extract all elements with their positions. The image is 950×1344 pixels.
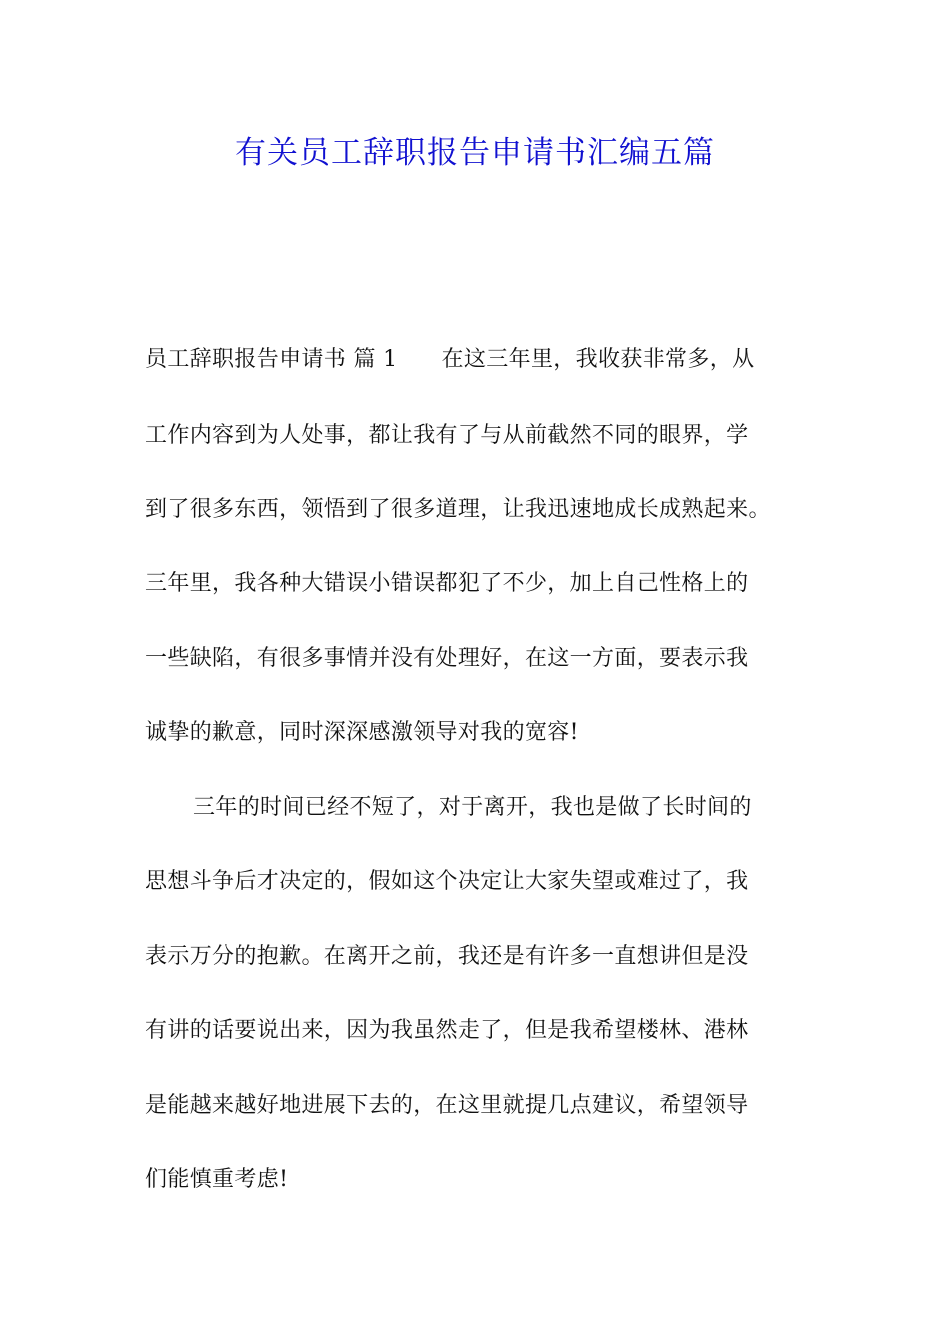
line-text: 在这三年里，我收获非常多，从 (441, 347, 755, 372)
paragraph-line: 表示万分的抱歉。在离开之前，我还是有许多一直想讲但是没 (145, 944, 749, 969)
paragraph-line: 思想斗争后才决定的，假如这个决定让大家失望或难过了，我 (145, 869, 749, 894)
paragraph-line: 是能越来越好地进展下去的，在这里就提几点建议，希望领导 (145, 1093, 749, 1118)
paragraph-line (145, 342, 825, 378)
paragraph-line: 工作内容到为人处事，都让我有了与从前截然不同的眼界，学 (145, 423, 749, 448)
paragraph-line: 一些缺陷，有很多事情并没有处理好，在这一方面，要表示我 (145, 646, 749, 671)
paragraph-line: 诚挚的歉意，同时深深感激领导对我的宽容! (145, 720, 579, 745)
document-title: 有关员工辞职报告申请书汇编五篇 (235, 135, 715, 171)
paragraph-line: 三年的时间已经不短了，对于离开，我也是做了长时间的 (193, 795, 752, 820)
paragraph-line: 们能慎重考虑! (145, 1167, 289, 1192)
paragraph-line: 三年里，我各种大错误小错误都犯了不少，加上自己性格上的 (145, 571, 749, 596)
paragraph-line: 到了很多东西，领悟到了很多道理，让我迅速地成长成熟起来。 (145, 497, 771, 522)
section-label: 员工辞职报告申请书 篇 1 (145, 347, 398, 372)
paragraph-line: 有讲的话要说出来，因为我虽然走了，但是我希望楼林、港林 (145, 1018, 749, 1043)
